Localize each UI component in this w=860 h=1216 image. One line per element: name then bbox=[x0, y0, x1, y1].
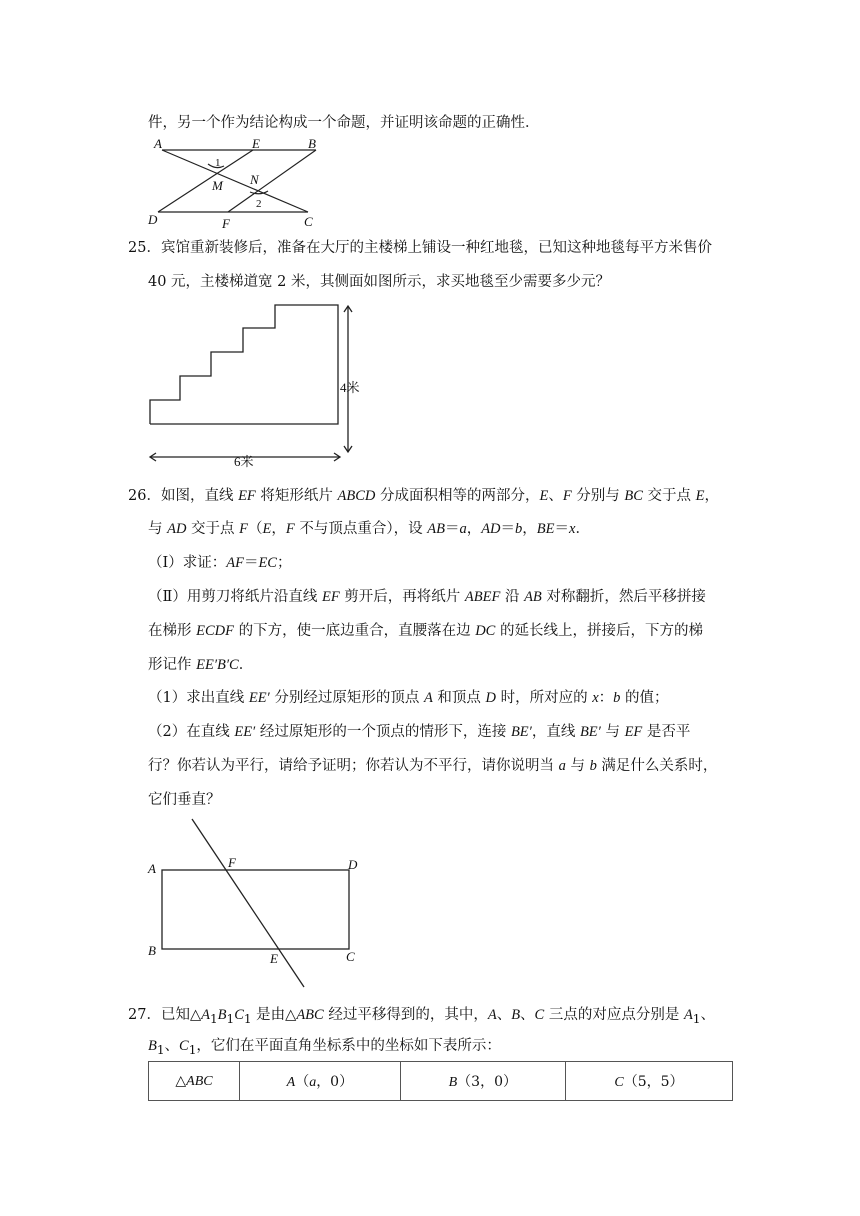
q26-sub-2-line-2 bbox=[148, 756, 717, 776]
t: 如图，直线 bbox=[160, 488, 239, 504]
q25-text-1: 宾馆重新装修后，准备在大厅的主楼梯上铺设一种红地毯，已知这种地毯每平方米售价 bbox=[160, 240, 712, 256]
q24-label-m: M bbox=[212, 178, 223, 193]
t: AD bbox=[481, 521, 501, 537]
t: ： bbox=[598, 690, 614, 706]
t: 的延长线上，拼接后，下方的梯 bbox=[495, 623, 703, 639]
t: ABC bbox=[186, 1073, 213, 1089]
t: F bbox=[239, 521, 249, 537]
t: a bbox=[558, 758, 566, 774]
t: （5，5） bbox=[623, 1074, 684, 1090]
t: 、 bbox=[700, 1007, 715, 1023]
t: B bbox=[511, 1007, 521, 1023]
table-cell-a bbox=[240, 1062, 401, 1101]
line-ed bbox=[158, 150, 253, 212]
q24-label-c: C bbox=[304, 214, 313, 229]
t: F bbox=[562, 488, 572, 504]
q24-label-f: F bbox=[222, 216, 230, 231]
rectangle-abcd bbox=[162, 870, 349, 949]
t: 剪开后，再将纸片 bbox=[339, 589, 465, 605]
q27-number: 27． bbox=[128, 1007, 161, 1023]
t: ＝ bbox=[444, 521, 460, 537]
staircase-outline bbox=[150, 305, 338, 424]
t: ＝ bbox=[500, 521, 516, 537]
t: ， bbox=[271, 521, 286, 537]
q24-label-e: E bbox=[252, 136, 260, 151]
t: 的值； bbox=[620, 690, 669, 706]
q25-line-2: 40 元，主楼梯道宽 2 米，其侧面如图所示，求买地毯至少需要多少元？ bbox=[148, 274, 611, 290]
t: 1 bbox=[209, 1011, 218, 1026]
table-row bbox=[149, 1062, 733, 1101]
t: 行？你若认为平行，请给予证明；你若认为不平行，请你说明当 bbox=[148, 758, 559, 774]
t: D bbox=[485, 690, 497, 706]
t: A bbox=[683, 1007, 693, 1023]
t: x bbox=[569, 521, 576, 537]
t: EF bbox=[238, 488, 256, 504]
t: （2）在直线 bbox=[148, 724, 235, 740]
t: E bbox=[695, 488, 705, 504]
q25-staircase-figure bbox=[148, 302, 370, 470]
q26-part-2-line-3 bbox=[148, 655, 253, 675]
q26-line-2 bbox=[148, 519, 590, 539]
t: BE bbox=[536, 521, 555, 537]
t: 1 bbox=[156, 1042, 165, 1057]
t: ，直线 bbox=[531, 724, 580, 740]
line-ac bbox=[162, 150, 308, 212]
t: A bbox=[423, 690, 433, 706]
q26-sub-2-line-1 bbox=[148, 722, 690, 742]
q26-part-2-line-1 bbox=[148, 587, 706, 607]
q26-rectangle-figure bbox=[148, 817, 363, 992]
table-cell-abc bbox=[149, 1062, 240, 1101]
t: C bbox=[179, 1038, 189, 1054]
q26-label-a: A bbox=[148, 861, 156, 876]
t: （Ⅱ）用剪刀将纸片沿直线 bbox=[148, 589, 322, 605]
t: 1 bbox=[226, 1011, 235, 1026]
t: （ bbox=[295, 1074, 310, 1090]
q25-line-1 bbox=[128, 238, 712, 258]
t: AF bbox=[226, 555, 244, 571]
t: 、 bbox=[548, 488, 563, 504]
t: x bbox=[592, 690, 599, 706]
q26-label-e: E bbox=[270, 951, 278, 966]
t: 在梯形 bbox=[148, 623, 197, 639]
t: BC bbox=[624, 488, 643, 504]
t: BE′ bbox=[510, 724, 532, 740]
t: 分成面积相等的两部分， bbox=[375, 488, 540, 504]
q26-part-2-line-2 bbox=[148, 621, 703, 641]
t: 与 bbox=[600, 724, 625, 740]
q25-number: 25． bbox=[128, 240, 161, 256]
table-cell-c bbox=[565, 1062, 732, 1101]
t: EE′ bbox=[234, 724, 256, 740]
t: 已知△ bbox=[160, 1007, 202, 1023]
t: 时，所对应的 bbox=[496, 690, 593, 706]
t: ＝ bbox=[243, 555, 259, 571]
t: ABC bbox=[296, 1007, 324, 1023]
t: ECDF bbox=[196, 623, 234, 639]
t: ， bbox=[466, 521, 482, 537]
q24-figure bbox=[148, 136, 333, 232]
t: 将矩形纸片 bbox=[255, 488, 338, 504]
t: AB bbox=[427, 521, 445, 537]
t: EC bbox=[258, 555, 277, 571]
t: 经过原矩形的一个顶点的情形下，连接 bbox=[255, 724, 511, 740]
t: 分别与 bbox=[571, 488, 625, 504]
t: ABEF bbox=[464, 589, 501, 605]
t: EE′ bbox=[248, 690, 270, 706]
t: 分别经过原矩形的顶点 bbox=[269, 690, 424, 706]
t: （1）求出直线 bbox=[148, 690, 249, 706]
q26-sub-1 bbox=[148, 688, 669, 708]
t: 沿 bbox=[500, 589, 525, 605]
coordinate-table bbox=[148, 1061, 733, 1101]
height-label: 4米 bbox=[340, 380, 360, 395]
t: 是否平 bbox=[642, 724, 691, 740]
t: AD bbox=[167, 521, 187, 537]
t: B bbox=[217, 1007, 227, 1023]
t: 1 bbox=[188, 1042, 197, 1057]
t: 、 bbox=[164, 1038, 180, 1054]
t: 交于点 bbox=[642, 488, 696, 504]
q24-label-angle-1: 1 bbox=[215, 157, 221, 169]
t: （Ⅰ）求证： bbox=[148, 555, 227, 571]
q24-label-b: B bbox=[308, 136, 316, 151]
t: 三点的对应点分别是 bbox=[544, 1007, 684, 1023]
t: A bbox=[286, 1075, 296, 1090]
t: C bbox=[614, 1075, 624, 1090]
t: （3，0） bbox=[457, 1074, 517, 1090]
t: ； bbox=[276, 555, 292, 571]
t: C bbox=[534, 1007, 545, 1023]
t: 1 bbox=[692, 1011, 701, 1026]
width-label: 6米 bbox=[234, 454, 254, 469]
t: 对称翻折，然后平移拼接 bbox=[541, 589, 706, 605]
q26-label-c: C bbox=[346, 949, 355, 964]
q26-part-1 bbox=[148, 553, 291, 573]
t: ． bbox=[238, 657, 254, 673]
t: A bbox=[487, 1007, 497, 1023]
t: （ bbox=[248, 521, 263, 537]
q24-continuation: 件，另一个作为结论构成一个命题，并证明该命题的正确性． bbox=[148, 115, 540, 131]
t: b bbox=[589, 758, 597, 774]
q27-line-1 bbox=[128, 1005, 715, 1029]
t: 不与顶点重合），设 bbox=[294, 521, 428, 537]
t: a bbox=[459, 521, 467, 537]
q26-label-f: F bbox=[228, 855, 236, 870]
t: 与 bbox=[148, 521, 168, 537]
t: E bbox=[262, 521, 272, 537]
t: ，它们在平面直角坐标系中的坐标如下表所示： bbox=[196, 1038, 501, 1054]
q24-label-d: D bbox=[148, 212, 158, 227]
t: F bbox=[285, 521, 295, 537]
t: AB bbox=[524, 589, 542, 605]
t: DC bbox=[475, 623, 496, 639]
t: ， bbox=[522, 521, 537, 537]
t: B bbox=[148, 1038, 157, 1054]
t: 与 bbox=[565, 758, 590, 774]
q26-label-b: B bbox=[148, 943, 156, 958]
t: ， bbox=[704, 488, 720, 504]
q24-label-angle-2: 2 bbox=[256, 198, 262, 210]
q26-sub-2-line-3: 它们垂直？ bbox=[148, 792, 221, 808]
line-ef bbox=[192, 819, 304, 987]
line-bf bbox=[228, 150, 316, 212]
t: ＝ bbox=[554, 521, 569, 537]
t: 、 bbox=[520, 1007, 535, 1023]
q27-line-2 bbox=[148, 1036, 501, 1060]
t: B bbox=[448, 1075, 458, 1090]
t: E bbox=[539, 488, 549, 504]
t: ，0） bbox=[316, 1074, 354, 1090]
t: EE′B′C bbox=[196, 657, 239, 673]
t: 是由△ bbox=[251, 1007, 297, 1023]
q26-label-d: D bbox=[348, 857, 358, 872]
t: ． bbox=[575, 521, 590, 537]
t: C bbox=[234, 1007, 244, 1023]
t: b bbox=[613, 690, 621, 706]
t: b bbox=[515, 521, 523, 537]
q26-number: 26． bbox=[128, 488, 161, 504]
t: 、 bbox=[496, 1007, 512, 1023]
t: 形记作 bbox=[148, 657, 197, 673]
t: 1 bbox=[243, 1011, 252, 1026]
t: ABCD bbox=[337, 488, 376, 504]
t: BE′ bbox=[579, 724, 601, 740]
t: 满足什么关系时， bbox=[596, 758, 718, 774]
t: EF bbox=[624, 724, 643, 740]
t: △ bbox=[175, 1072, 187, 1089]
t: 经过平移得到的，其中， bbox=[323, 1007, 488, 1023]
t: 的下方，使一底边重合，直腰落在边 bbox=[233, 623, 476, 639]
t: a bbox=[309, 1075, 317, 1090]
t: 交于点 bbox=[186, 521, 240, 537]
q24-label-n: N bbox=[250, 172, 259, 187]
q24-label-a: A bbox=[154, 136, 162, 151]
table-cell-b bbox=[400, 1062, 565, 1101]
t: 和顶点 bbox=[432, 690, 486, 706]
t: A bbox=[201, 1007, 210, 1023]
q26-line-1 bbox=[128, 486, 719, 506]
t: EF bbox=[321, 589, 340, 605]
